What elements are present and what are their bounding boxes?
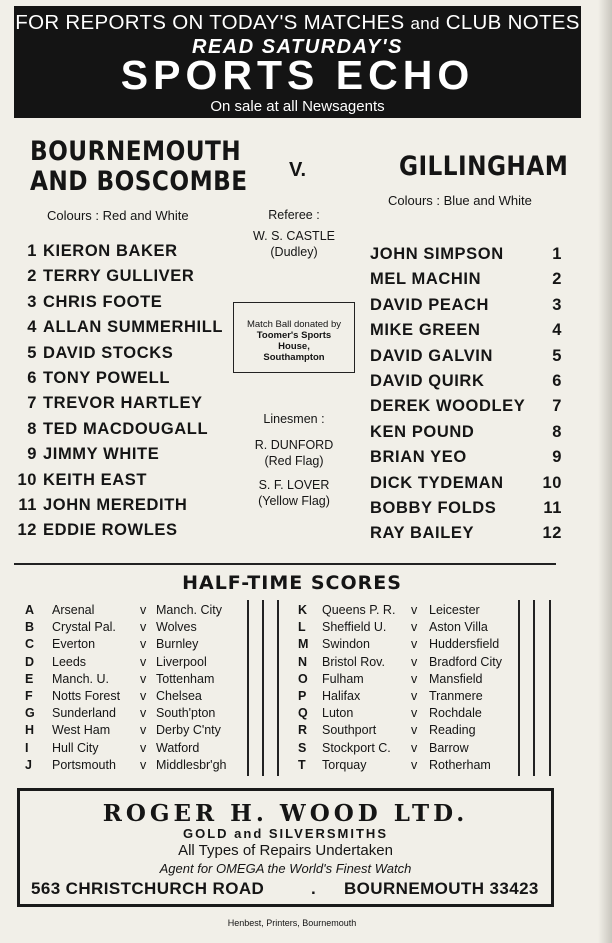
fixture-letter: P bbox=[298, 689, 307, 703]
fixture-home-team: Luton bbox=[322, 706, 354, 721]
advert-company-name: ROGER H. WOOD LTD. bbox=[102, 800, 469, 827]
fixture-home-team: Arsenal bbox=[52, 603, 95, 617]
fixture-versus: v bbox=[411, 654, 418, 669]
fixture-away-team: Middlesbr'gh bbox=[156, 757, 227, 772]
away-player: BOBBY FOLDS 11 bbox=[370, 499, 562, 517]
fixture-versus: v bbox=[140, 620, 147, 635]
advert-address: 563 CHRISTCHURCH ROAD bbox=[31, 879, 265, 898]
fixture-away-team: Liverpool bbox=[156, 654, 207, 669]
fixture-letter: A bbox=[25, 603, 35, 617]
away-player: DAVID QUIRK 6 bbox=[370, 372, 562, 390]
fixture-away-team: Watford bbox=[156, 740, 200, 755]
home-player: 5 DAVID STOCKS bbox=[27, 343, 174, 362]
fixture-home-team: Torquay bbox=[322, 757, 367, 772]
versus-label: V. bbox=[289, 159, 307, 181]
fixture-letter: F bbox=[25, 689, 33, 703]
fixture-letter: L bbox=[298, 620, 306, 635]
fixture-row bbox=[25, 672, 280, 689]
fixture-away-team: Manch. City bbox=[156, 603, 222, 617]
fixture-row bbox=[25, 706, 280, 723]
score-box-line bbox=[518, 600, 520, 776]
fixture-away-team: Tottenham bbox=[156, 671, 215, 686]
fixture-home-team: Notts Forest bbox=[52, 689, 121, 703]
printer-credit: Henbest, Printers, Bournemouth bbox=[227, 918, 357, 928]
linesmen-label: Linesmen : bbox=[263, 412, 325, 426]
away-colours: Colours : Blue and White bbox=[388, 193, 532, 208]
fixture-row bbox=[25, 723, 280, 740]
fixture-letter: J bbox=[25, 757, 32, 772]
fixture-letter: M bbox=[298, 637, 309, 652]
linesman-1-flag: (Red Flag) bbox=[264, 454, 324, 468]
half-time-scores-title: HALF-TIME SCORES bbox=[182, 572, 402, 594]
match-ball-sponsor: Toomer's Sports bbox=[256, 330, 332, 341]
fixture-letter: I bbox=[25, 740, 29, 755]
advert-separator: . bbox=[311, 879, 317, 898]
fixture-away-team: Rotherham bbox=[429, 757, 491, 772]
fixture-row bbox=[25, 620, 280, 637]
away-player: DAVID PEACH 3 bbox=[370, 295, 562, 314]
home-colours: Colours : Red and White bbox=[47, 208, 189, 223]
score-box-line bbox=[262, 600, 264, 776]
fixture-letter: Q bbox=[298, 706, 308, 721]
banner-and-text: and bbox=[410, 14, 440, 33]
fixture-versus: v bbox=[140, 706, 147, 721]
fixture-home-team: Manch. U. bbox=[52, 671, 109, 686]
fixture-away-team: South'pton bbox=[156, 706, 216, 721]
fixture-home-team: Portsmouth bbox=[52, 757, 116, 772]
home-team-name-line1: BOURNEMOUTH bbox=[30, 136, 242, 167]
fixture-versus: v bbox=[411, 706, 418, 721]
banner-on-sale: On sale at all Newsagents bbox=[210, 98, 385, 115]
score-box-line bbox=[247, 600, 249, 776]
home-player: 1 KIERON BAKER bbox=[27, 242, 178, 260]
fixture-letter: S bbox=[298, 740, 307, 755]
sports-echo-banner bbox=[14, 6, 581, 118]
fixture-row bbox=[25, 689, 280, 706]
fixture-home-team: Swindon bbox=[322, 637, 370, 652]
home-player: 6 TONY POWELL bbox=[27, 369, 170, 387]
fixture-away-team: Wolves bbox=[156, 620, 197, 635]
fixture-versus: v bbox=[140, 637, 147, 652]
fixture-away-team: Bradford City bbox=[429, 654, 502, 669]
fixture-row bbox=[25, 758, 280, 775]
banner-sports-echo: SPORTS ECHO bbox=[120, 52, 475, 98]
fixture-letter: O bbox=[298, 671, 308, 686]
away-player: JOHN SIMPSON 1 bbox=[370, 245, 562, 263]
fixture-letter: H bbox=[25, 723, 35, 738]
fixture-letter: R bbox=[298, 723, 308, 738]
fixture-home-team: Crystal Pal. bbox=[52, 620, 116, 635]
away-player: DEREK WOODLEY 7 bbox=[370, 397, 562, 416]
fixture-versus: v bbox=[411, 603, 418, 617]
fixture-versus: v bbox=[140, 757, 147, 772]
fixture-home-team: Hull City bbox=[52, 740, 99, 755]
away-player: KEN POUND 8 bbox=[370, 422, 562, 441]
fixture-home-team: Bristol Rov. bbox=[322, 654, 385, 669]
home-player: 3 CHRIS FOOTE bbox=[27, 292, 163, 311]
fixture-versus: v bbox=[411, 637, 418, 652]
fixture-away-team: Reading bbox=[429, 723, 476, 738]
fixture-away-team: Rochdale bbox=[429, 706, 482, 721]
fixture-away-team: Huddersfield bbox=[429, 637, 500, 652]
fixture-versus: v bbox=[411, 757, 418, 772]
away-player: DAVID GALVIN 5 bbox=[370, 346, 562, 365]
linesman-1-name: R. DUNFORD bbox=[254, 438, 334, 452]
referee-name: W. S. CASTLE bbox=[253, 229, 335, 243]
fixture-versus: v bbox=[140, 603, 147, 617]
fixture-away-team: Aston Villa bbox=[429, 620, 488, 635]
section-divider bbox=[14, 563, 556, 565]
fixture-versus: v bbox=[140, 671, 147, 686]
home-player: 7 TREVOR HARTLEY bbox=[27, 394, 203, 413]
fixture-home-team: Fulham bbox=[322, 671, 364, 686]
fixture-letter: E bbox=[25, 671, 34, 686]
fixture-away-team: Burnley bbox=[156, 637, 199, 652]
match-ball-sponsor-town: Southampton bbox=[263, 352, 325, 363]
advert-town-phone: BOURNEMOUTH 33423 bbox=[344, 879, 539, 898]
fixture-versus: v bbox=[411, 671, 418, 686]
score-box-line bbox=[549, 600, 551, 776]
fixture-letter: K bbox=[298, 603, 308, 617]
linesman-2-flag: (Yellow Flag) bbox=[258, 494, 330, 508]
fixture-versus: v bbox=[140, 723, 147, 738]
roger-wood-advert bbox=[17, 788, 554, 907]
fixture-away-team: Chelsea bbox=[156, 689, 202, 703]
fixture-home-team: Southport bbox=[322, 723, 377, 738]
fixture-row bbox=[25, 637, 280, 654]
away-team-name: GILLINGHAM bbox=[399, 151, 569, 182]
fixture-versus: v bbox=[140, 740, 147, 755]
linesman-2-name: S. F. LOVER bbox=[258, 478, 330, 492]
match-ball-sponsor-house: House, bbox=[278, 341, 310, 352]
home-player: 10 KEITH EAST bbox=[17, 470, 148, 489]
match-ball-donated-text: Match Ball donated by bbox=[246, 319, 341, 330]
fixture-letter: C bbox=[25, 637, 35, 652]
home-player: 4 ALLAN SUMMERHILL bbox=[27, 318, 224, 337]
fixture-versus: v bbox=[411, 740, 418, 755]
match-ball-box bbox=[233, 302, 355, 373]
fixture-versus: v bbox=[411, 620, 418, 635]
fixture-home-team: Halifax bbox=[322, 689, 361, 703]
referee-label: Referee : bbox=[268, 208, 320, 222]
advert-agent: Agent for OMEGA the World's Finest Watch bbox=[159, 861, 412, 876]
home-player: 2 TERRY GULLIVER bbox=[27, 267, 195, 286]
fixture-home-team: Leeds bbox=[52, 654, 87, 669]
fixture-away-team: Derby C'nty bbox=[156, 723, 221, 738]
home-player: 8 TED MACDOUGALL bbox=[27, 419, 209, 438]
banner-line-1 bbox=[14, 11, 581, 35]
fixture-letter: T bbox=[298, 757, 306, 772]
home-team-name-line2: AND BOSCOMBE bbox=[30, 166, 248, 197]
advert-trade: GOLD and SILVERSMITHS bbox=[183, 826, 388, 841]
fixture-home-team: Everton bbox=[52, 637, 96, 652]
banner-club-notes-text: CLUB NOTES bbox=[445, 11, 580, 34]
page-edge-shadow bbox=[598, 0, 612, 943]
fixture-home-team: Stockport C. bbox=[322, 740, 391, 755]
fixture-letter: G bbox=[25, 706, 35, 721]
fixture-row bbox=[25, 603, 280, 620]
score-box-line bbox=[533, 600, 535, 776]
away-player: DICK TYDEMAN 10 bbox=[370, 473, 562, 492]
fixture-away-team: Barrow bbox=[429, 740, 469, 755]
away-player: MEL MACHIN 2 bbox=[370, 270, 562, 289]
fixture-home-team: Sunderland bbox=[52, 706, 116, 721]
fixture-versus: v bbox=[411, 723, 418, 738]
away-player: MIKE GREEN 4 bbox=[370, 321, 562, 340]
fixture-home-team: Sheffield U. bbox=[322, 620, 387, 635]
away-player: BRIAN YEO 9 bbox=[370, 448, 562, 467]
fixture-home-team: West Ham bbox=[52, 723, 111, 738]
fixture-away-team: Mansfield bbox=[429, 671, 483, 686]
home-player: 9 JIMMY WHITE bbox=[27, 445, 160, 464]
home-player: 12 EDDIE ROWLES bbox=[17, 521, 178, 540]
fixture-letter: D bbox=[25, 654, 35, 669]
banner-reports-text: FOR REPORTS ON TODAY'S MATCHES bbox=[15, 11, 405, 34]
fixture-away-team: Tranmere bbox=[429, 689, 483, 703]
referee-town: (Dudley) bbox=[270, 245, 318, 259]
fixture-away-team: Leicester bbox=[429, 603, 480, 617]
fixture-versus: v bbox=[140, 654, 147, 669]
fixture-row bbox=[25, 741, 280, 758]
fixture-versus: v bbox=[140, 689, 147, 703]
advert-repairs: All Types of Repairs Undertaken bbox=[178, 842, 393, 859]
fixture-letter: N bbox=[298, 654, 308, 669]
fixture-home-team: Queens P. R. bbox=[322, 603, 396, 617]
fixture-letter: B bbox=[25, 620, 35, 635]
home-player: 11 JOHN MEREDITH bbox=[18, 496, 188, 514]
away-player: RAY BAILEY 12 bbox=[370, 524, 562, 543]
half-time-left-column bbox=[25, 603, 280, 778]
fixture-row bbox=[25, 655, 280, 672]
fixture-versus: v bbox=[411, 689, 418, 703]
score-box-line bbox=[277, 600, 279, 776]
banner-read-saturdays: READ SATURDAY'S bbox=[192, 36, 403, 58]
